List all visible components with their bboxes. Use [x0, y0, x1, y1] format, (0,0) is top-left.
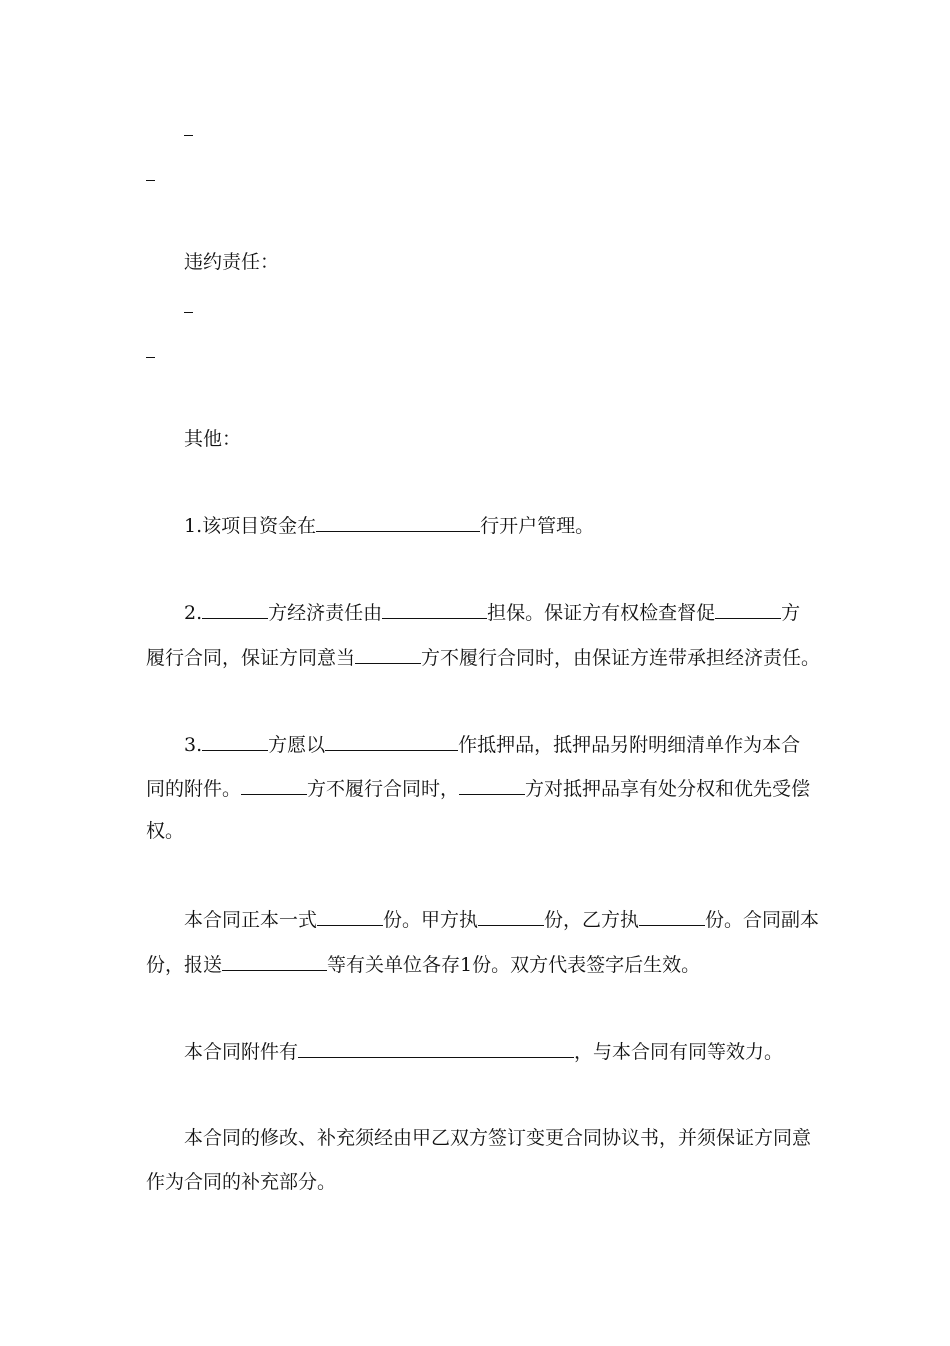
item-3-text-b: 方愿以 — [268, 734, 326, 756]
copies-line-2 — [146, 952, 700, 977]
amendment-line-1: 本合同的修改、补充须经由甲乙双方签订变更合同协议书，并须保证方同意 — [184, 1127, 812, 1149]
party-a-copies-blank — [478, 907, 544, 926]
party-blank — [202, 732, 268, 751]
item-2-line-1 — [184, 600, 800, 625]
amendment-line-2: 作为合同的补充部分。 — [146, 1171, 337, 1193]
attachments-text-b: ，与本合同有同等效力。 — [574, 1041, 784, 1063]
copies-line-1 — [184, 907, 819, 932]
item-2-line-2 — [146, 645, 820, 670]
guarantor-blank — [382, 600, 487, 619]
copies-text-b: 份。甲方执 — [383, 909, 479, 931]
copies-count-blank — [317, 907, 383, 926]
item-2-text-e: 履行合同，保证方同意当 — [146, 647, 356, 669]
attachments-line — [184, 1039, 783, 1064]
item-2-text-b: 方经济责任由 — [268, 602, 383, 624]
item-3-text-a: 3. — [184, 734, 203, 756]
collateral-blank — [325, 732, 458, 751]
party-blank — [202, 600, 268, 619]
copies-text-f: 等有关单位各存1份。双方代表签字后生效。 — [327, 954, 701, 976]
item-3-text-d: 同的附件。 — [146, 778, 242, 800]
blank-line-marker — [184, 135, 193, 136]
item-2-text-f: 方不履行合同时，由保证方连带承担经济责任。 — [421, 647, 821, 669]
party-blank — [459, 776, 525, 795]
item-3-text-f: 方对抵押品享有处分权和优先受偿 — [525, 778, 811, 800]
item-2-text-c: 担保。保证方有权检查督促 — [487, 602, 716, 624]
item-3-text-e: 方不履行合同时， — [307, 778, 460, 800]
recipients-blank — [222, 952, 327, 971]
copies-text-c: 份，乙方执 — [544, 909, 640, 931]
item-2-text-d: 方 — [781, 602, 801, 624]
copies-text-d: 份。合同副本 — [705, 909, 820, 931]
item-3-line-2 — [146, 776, 810, 801]
blank-line-marker — [184, 312, 193, 313]
party-blank — [715, 600, 781, 619]
item-1 — [184, 513, 594, 538]
attachments-blank — [298, 1039, 574, 1058]
blank-line-marker — [146, 180, 155, 181]
party-b-copies-blank — [639, 907, 705, 926]
party-blank — [241, 776, 307, 795]
bank-name-blank — [316, 513, 480, 532]
other-heading: 其他： — [184, 428, 242, 450]
item-1-text-b: 行开户管理。 — [480, 515, 595, 537]
item-2-text-a: 2. — [184, 602, 203, 624]
breach-heading: 违约责任： — [184, 251, 280, 273]
copies-text-e: 份，报送 — [146, 954, 223, 976]
item-3-text-c: 作抵押品，抵押品另附明细清单作为本合 — [458, 734, 801, 756]
blank-line-marker — [146, 357, 155, 358]
item-3-line-3: 权。 — [146, 820, 185, 842]
item-1-text-a: 1.该项目资金在 — [184, 515, 317, 537]
attachments-text-a: 本合同附件有 — [184, 1041, 299, 1063]
party-blank — [355, 645, 421, 664]
item-3-line-1 — [184, 732, 800, 757]
copies-text-a: 本合同正本一式 — [184, 909, 318, 931]
